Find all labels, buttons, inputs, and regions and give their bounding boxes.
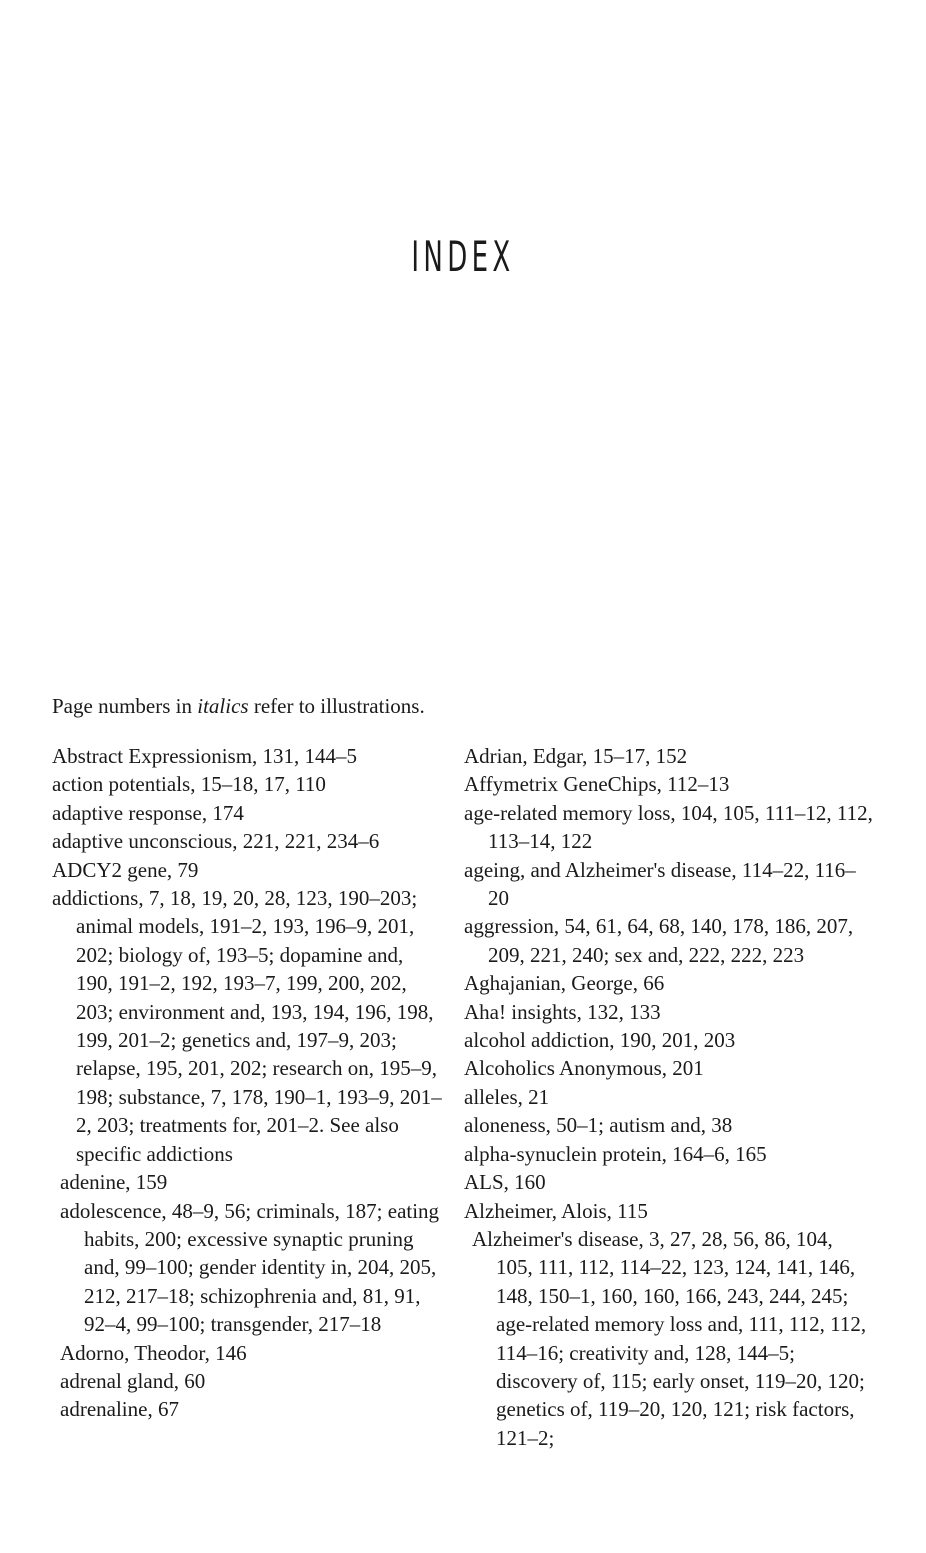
index-column-left xyxy=(52,742,444,1424)
note-text-before: Page numbers in xyxy=(52,694,198,718)
index-entry: alleles, 21 xyxy=(464,1084,550,1109)
index-entry: aloneness, 50–1; autism and, 38 xyxy=(464,1113,733,1138)
index-entry: adrenal gland, 60 xyxy=(60,1368,206,1393)
italics-note xyxy=(52,694,425,719)
index-entry: adaptive unconscious, 221, 221, 234–6 xyxy=(52,829,380,854)
index-entry: adrenaline, 67 xyxy=(60,1397,179,1422)
index-entry: Alzheimer, Alois, 115 xyxy=(464,1198,648,1223)
index-entry: ADCY2 gene, 79 xyxy=(52,857,199,882)
note-text-after: refer to illustrations. xyxy=(248,694,425,718)
index-entry: alcohol addiction, 190, 201, 203 xyxy=(464,1028,736,1053)
index-entry: adenine, 159 xyxy=(60,1170,168,1195)
index-entry: Abstract Expressionism, 131, 144–5 xyxy=(52,744,358,768)
index-entry: aggression, 54, 61, 64, 68, 140, 178, 186, 207, 209, 221, 240; sex and, 222, 222, 223 xyxy=(464,914,854,967)
note-text-italic: italics xyxy=(197,694,249,718)
index-entry: Affymetrix GeneChips, 112–13 xyxy=(464,772,730,797)
page-title: INDEX xyxy=(411,232,515,281)
index-entry: Alcoholics Anonymous, 201 xyxy=(464,1056,704,1081)
index-entry: action potentials, 15–18, 17, 110 xyxy=(52,772,326,797)
index-entry: Alzheimer's disease, 3, 27, 28, 56, 86, 104, 105, 111, 112, 114–22, 123, 124, 141, 146, 148, 150–1, 160, 160, 166, 243, 244, 245; age-related memory loss and, 111, 112, 112, 114–16; creativity and, 128, 144–5; discovery of, 115; early onset, 119–20, 120; genetics of, 119–20, 120, 121; risk factors, 121–2; xyxy=(472,1226,867,1450)
index-entry: Aghajanian, George, 66 xyxy=(464,971,665,996)
index-entry: age-related memory loss, 104, 105, 111–12, 112, 113–14, 122 xyxy=(464,800,873,854)
index-entry: Adorno, Theodor, 146 xyxy=(60,1340,247,1365)
index-entry: addictions, 7, 18, 19, 20, 28, 123, 190–203; animal models, 191–2, 193, 196–9, 201, 202; biology of, 193–5; dopamine and, 190, 191–2, 192, 193–7, 199, 200, 202, 203; environment and, 193, 194, 196, 198, 199, 201–2; genetics and, 197–9, 203; relapse, 195, 201, 202; research on, 195–9, 198; substance, 7, 178, 190–1, 193–9, 201–2, 203; treatments for, 201–2. See also specific addictions xyxy=(52,886,442,1166)
index-entry: ALS, 160 xyxy=(464,1170,546,1195)
index-entry: Adrian, Edgar, 15–17, 152 xyxy=(464,744,688,768)
index-entry: Aha! insights, 132, 133 xyxy=(464,999,661,1024)
index-entry: alpha-synuclein protein, 164–6, 165 xyxy=(464,1141,767,1166)
index-entry: ageing, and Alzheimer's disease, 114–22, 116–20 xyxy=(464,857,856,911)
index-entry: adolescence, 48–9, 56; criminals, 187; eating habits, 200; excessive synaptic pruning and, 99–100; gender identity in, 204, 205, 212, 217–18; schizophrenia and, 81, 91, 92–4, 99–100; transgender, 217–18 xyxy=(60,1198,440,1337)
index-column-right xyxy=(464,742,874,1452)
index-entry: adaptive response, 174 xyxy=(52,800,244,825)
